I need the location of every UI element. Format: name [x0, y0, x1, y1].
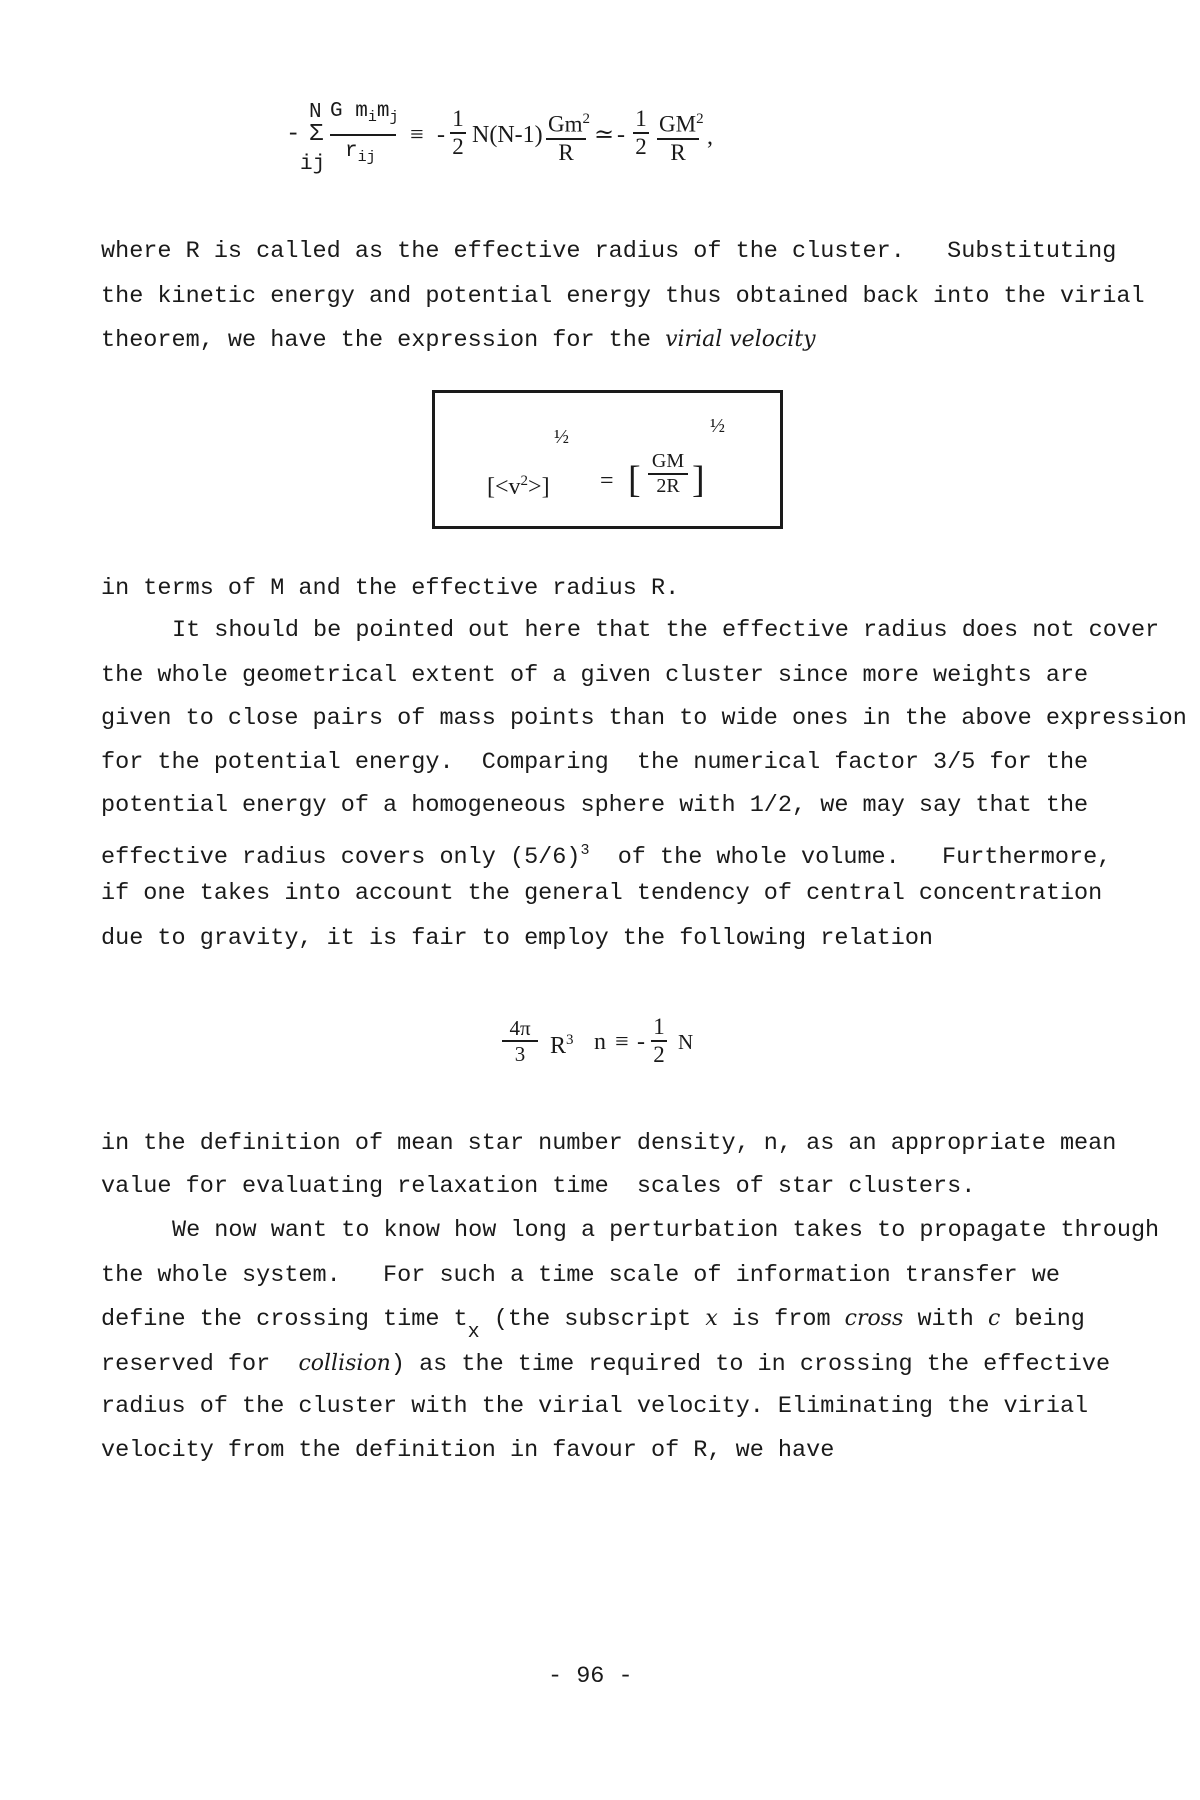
text-span: ) as the time required to in crossing the effective: [390, 1351, 1111, 1378]
eq1-numerator: [330, 100, 399, 136]
eq1-r3: R: [670, 139, 686, 165]
text-line: [101, 1350, 1110, 1379]
box-den: 2R: [656, 475, 680, 497]
text-line: where R is called as the effective radius of the cluster. Substituting: [101, 238, 1117, 265]
eq1-frac-GM2-R: [657, 106, 704, 166]
eq1-half2: [633, 106, 649, 160]
eq1-frac-gm2-r: [546, 106, 590, 166]
eq1-equiv: ≡: [410, 122, 424, 148]
eq1-half-den: 2: [452, 134, 464, 159]
box-fraction: [648, 450, 688, 498]
eq1-gm2: Gm: [548, 111, 583, 137]
eq1-r2: R: [558, 139, 574, 165]
eq1-gm: G m: [330, 100, 368, 123]
text-line: the whole geometrical extent of a given cluster since more weights are: [101, 662, 1089, 689]
text-span: with: [903, 1306, 988, 1333]
eq1-mj: m: [376, 100, 390, 123]
eq1-r: r: [345, 140, 358, 163]
eq1-sq2: 2: [696, 111, 704, 127]
text-line: velocity from the definition in favour of R, we have: [101, 1437, 835, 1464]
cube-exponent: 3: [580, 842, 590, 859]
text-line: in the definition of mean star number density, n, as an appropriate mean: [101, 1130, 1117, 1157]
text-line: [101, 326, 816, 355]
eq1-sum-lower: ij: [300, 153, 326, 176]
eq2-minus: -: [637, 1029, 645, 1055]
text-span: theorem, we have the expression for the: [101, 327, 666, 354]
eq2-num: 4π: [502, 1016, 538, 1042]
eq1-sum: Σ: [309, 121, 324, 148]
eq1-minus: -: [286, 121, 301, 148]
text-line: due to gravity, it is fair to employ the following relation: [101, 925, 934, 952]
box-num: GM: [648, 450, 688, 475]
eq2-N: N: [678, 1030, 694, 1054]
text-line: in terms of M and the effective radius R.: [101, 575, 680, 602]
eq2-n: n: [594, 1029, 606, 1055]
text-line: [101, 1305, 1085, 1344]
eq1-minus2: -: [437, 122, 445, 148]
eq1-nterm: N(N-1): [472, 122, 543, 148]
text-line: the kinetic energy and potential energy thus obtained back into the virial: [101, 283, 1145, 310]
eq1-comma: ,: [707, 124, 713, 150]
text-span: being: [1000, 1306, 1085, 1333]
eq1-sub-i: i: [367, 109, 377, 127]
subscript-x: x: [467, 1320, 480, 1344]
eq2-equiv: ≡: [615, 1029, 629, 1055]
eq1-sum-upper: N: [309, 101, 322, 124]
text-line: radius of the cluster with the virial velocity. Eliminating the virial: [101, 1393, 1089, 1420]
box-lhs-sq: 2: [520, 473, 529, 489]
eq2-half: [651, 1014, 667, 1068]
text-span: effective radius covers only (5/6): [101, 843, 581, 871]
eq1-minus3: -: [617, 122, 625, 148]
box-exp-left: ½: [554, 426, 569, 448]
eq1-half: [450, 106, 466, 160]
text-line: It should be pointed out here that the effective radius does not cover: [172, 617, 1160, 644]
text-span: reserved for: [101, 1351, 299, 1378]
box-bracket-close: ]: [692, 459, 705, 501]
eq1-half2-num: 1: [633, 106, 649, 134]
eq1-sq: 2: [582, 111, 590, 127]
boxed-equation-virial-velocity: [432, 390, 783, 529]
box-lhs-close: >]: [528, 474, 550, 500]
text-line: if one takes into account the general tendency of central concentration: [101, 880, 1103, 907]
eq2-four-pi-third: [502, 1016, 538, 1066]
text-line: We now want to know how long a perturbation takes to propagate through: [172, 1217, 1160, 1244]
eq1-r-sub: ij: [357, 149, 376, 167]
italic-collision: collision: [298, 1351, 391, 1376]
italic-term-virial-velocity: virial velocity: [665, 327, 816, 352]
box-equals: =: [600, 468, 614, 494]
box-lhs: [487, 468, 550, 500]
text-span: define the crossing time t: [101, 1306, 468, 1333]
text-line: for the potential energy. Comparing the numerical factor 3/5 for the: [101, 749, 1089, 776]
italic-cross: cross: [844, 1306, 904, 1331]
eq1-half-num: 1: [450, 106, 466, 134]
eq2-half-num: 1: [651, 1014, 667, 1042]
text-line: value for evaluating relaxation time scales of star clusters.: [101, 1173, 976, 1200]
eq1-half2-den: 2: [635, 134, 647, 159]
text-line: given to close pairs of mass points than to wide ones in the above expression: [101, 705, 1187, 732]
eq1-GM2: GM: [659, 111, 697, 137]
text-span: is from: [717, 1306, 845, 1333]
box-lhs-open: [<v: [487, 474, 521, 500]
eq2-r-exp: 3: [566, 1032, 574, 1048]
italic-c: c: [987, 1306, 1001, 1331]
eq2-r: R: [550, 1033, 567, 1059]
eq2-half-den: 2: [653, 1042, 665, 1067]
eq2-r-cubed: [550, 1027, 574, 1059]
box-bracket-open: [: [628, 459, 641, 501]
text-span: of the whole volume. Furthermore,: [589, 843, 1112, 871]
eq1-approx: ≃: [594, 122, 615, 148]
italic-x: x: [705, 1306, 718, 1331]
text-span: (the subscript: [479, 1306, 706, 1333]
page-number: - 96 -: [548, 1663, 633, 1690]
eq1-denominator: [345, 140, 376, 166]
eq1-sub-j: j: [389, 109, 399, 127]
text-line: potential energy of a homogeneous sphere with 1/2, we may say that the: [101, 792, 1089, 819]
text-line: the whole system. For such a time scale of information transfer we: [101, 1262, 1060, 1289]
text-line: [101, 837, 1111, 872]
eq2-den: 3: [514, 1042, 526, 1066]
box-exp-right: ½: [710, 415, 725, 437]
